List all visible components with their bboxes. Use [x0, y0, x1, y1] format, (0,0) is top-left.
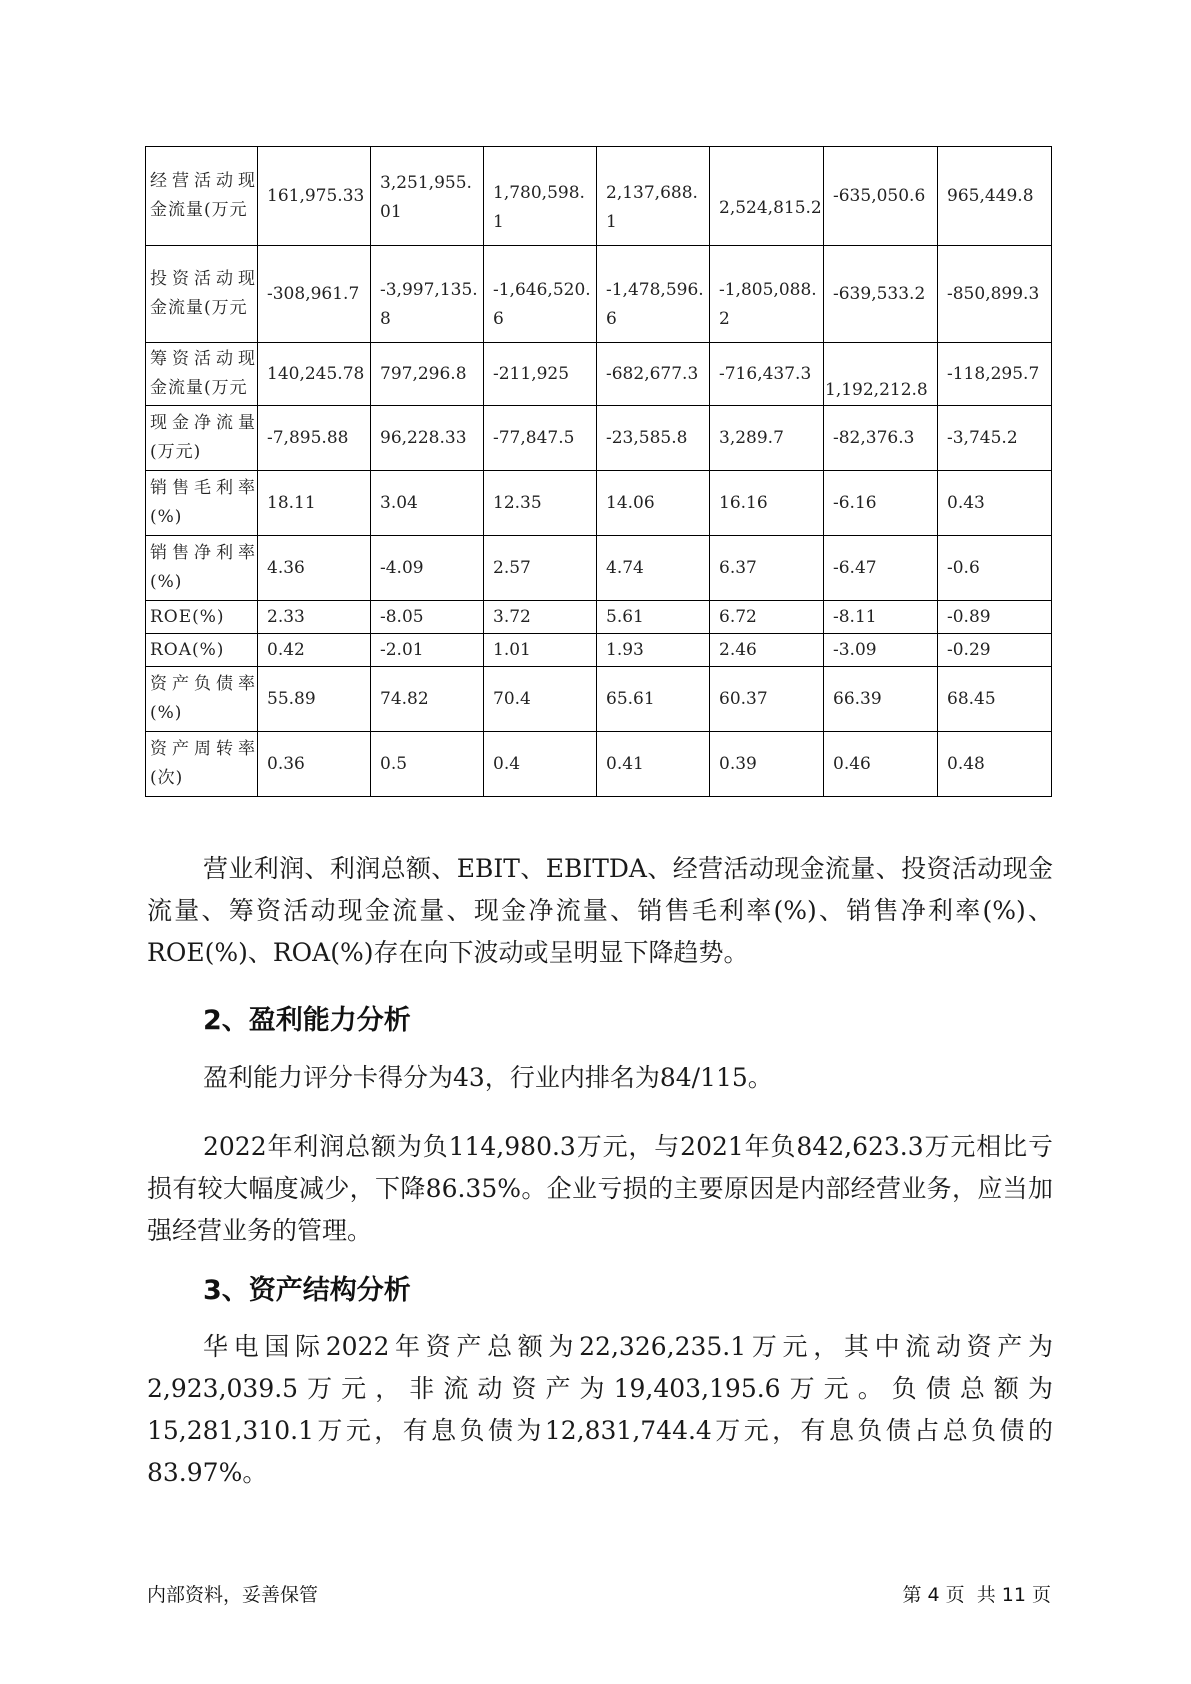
table-cell: -0.89	[938, 601, 1052, 634]
table-cell: -7,895.88	[258, 406, 371, 471]
table-cell: -0.29	[938, 634, 1052, 667]
table-cell: -3.09	[824, 634, 938, 667]
table-cell: 68.45	[938, 667, 1052, 732]
table-cell: 4.74	[597, 536, 710, 601]
table-cell: 1.01	[484, 634, 597, 667]
table-cell: -8.05	[371, 601, 484, 634]
table-cell: -23,585.8	[597, 406, 710, 471]
table-cell: 1.93	[597, 634, 710, 667]
table-cell: 140,245.78	[258, 343, 371, 406]
table-cell: 0.48	[938, 732, 1052, 797]
table-cell: -1,805,088.2	[710, 246, 824, 343]
row-label: ROE(%)	[146, 601, 258, 634]
table-cell: -3,745.2	[938, 406, 1052, 471]
table-cell: 55.89	[258, 667, 371, 732]
table-cell: -82,376.3	[824, 406, 938, 471]
table-cell: -4.09	[371, 536, 484, 601]
table-cell: -6.47	[824, 536, 938, 601]
trend-paragraph: 营业利润、利润总额、EBIT、EBITDA、经营活动现金流量、投资活动现金流量、筹资活动现金流量、现金净流量、销售毛利率(%)、销售净利率(%)、ROE(%)、ROA(%)存在向下波动或呈明显下降趋势。	[147, 854, 1053, 967]
table-row	[146, 406, 1052, 471]
table-cell: 3.04	[371, 471, 484, 536]
table-cell: 0.4	[484, 732, 597, 797]
table-cell: 0.5	[371, 732, 484, 797]
row-label: 经营活动现金流量(万元	[146, 147, 258, 246]
table-cell: -850,899.3	[938, 246, 1052, 343]
table-cell: -77,847.5	[484, 406, 597, 471]
table-cell: -308,961.7	[258, 246, 371, 343]
table-cell: 797,296.8	[371, 343, 484, 406]
table-cell: 66.39	[824, 667, 938, 732]
table-cell: -1,646,520.6	[484, 246, 597, 343]
table-cell: -3,997,135.8	[371, 246, 484, 343]
table-cell: 18.11	[258, 471, 371, 536]
table-row	[146, 634, 1052, 667]
table-row	[146, 732, 1052, 797]
table-cell: 0.39	[710, 732, 824, 797]
table-cell: -6.16	[824, 471, 938, 536]
table-cell: 65.61	[597, 667, 710, 732]
table-cell: 14.06	[597, 471, 710, 536]
table-cell: 5.61	[597, 601, 710, 634]
section-heading-asset-structure: 3、资产结构分析	[203, 1275, 411, 1306]
table-row	[146, 536, 1052, 601]
table-cell: 2.57	[484, 536, 597, 601]
table-cell: 16.16	[710, 471, 824, 536]
table-cell: 1,192,212.8	[824, 343, 938, 406]
profitability-score-paragraph: 盈利能力评分卡得分为43，行业内排名为84/115。	[203, 1063, 773, 1092]
table-cell: 3,289.7	[710, 406, 824, 471]
table-cell: -118,295.7	[938, 343, 1052, 406]
table-cell: 96,228.33	[371, 406, 484, 471]
indicator-table	[145, 146, 1052, 797]
row-label: 投资活动现金流量(万元	[146, 246, 258, 343]
table-cell: 12.35	[484, 471, 597, 536]
row-label: 销售净利率(%)	[146, 536, 258, 601]
section-heading-profitability: 2、盈利能力分析	[203, 1005, 411, 1036]
table-row	[146, 343, 1052, 406]
financial-table	[145, 146, 1052, 797]
table-cell: -682,677.3	[597, 343, 710, 406]
table-cell: 0.42	[258, 634, 371, 667]
table-cell: 2.33	[258, 601, 371, 634]
row-label: 销售毛利率(%)	[146, 471, 258, 536]
table-row	[146, 246, 1052, 343]
profit-paragraph: 2022年利润总额为负114,980.3万元，与2021年负842,623.3万元相比亏损有较大幅度减少，下降86.35%。企业亏损的主要原因是内部经营业务，应当加强经营业务的管理。	[147, 1132, 1053, 1245]
row-label: 现金净流量(万元)	[146, 406, 258, 471]
table-cell: 6.72	[710, 601, 824, 634]
table-cell: -716,437.3	[710, 343, 824, 406]
table-cell: 0.46	[824, 732, 938, 797]
table-cell: 3,251,955.01	[371, 147, 484, 246]
table-cell: -8.11	[824, 601, 938, 634]
table-cell: 0.41	[597, 732, 710, 797]
table-cell: 3.72	[484, 601, 597, 634]
table-cell: 74.82	[371, 667, 484, 732]
row-label: ROA(%)	[146, 634, 258, 667]
table-cell: 0.36	[258, 732, 371, 797]
table-cell: -635,050.6	[824, 147, 938, 246]
row-label: 筹资活动现金流量(万元	[146, 343, 258, 406]
table-cell: -1,478,596.6	[597, 246, 710, 343]
table-cell: 6.37	[710, 536, 824, 601]
table-row	[146, 601, 1052, 634]
table-row	[146, 471, 1052, 536]
table-cell: 2,137,688.1	[597, 147, 710, 246]
table-cell: 70.4	[484, 667, 597, 732]
table-cell: 0.43	[938, 471, 1052, 536]
table-cell: -2.01	[371, 634, 484, 667]
table-cell: 2,524,815.2	[710, 147, 824, 246]
footer-page-number: 第 4 页 共 11 页	[902, 1584, 1051, 1606]
table-cell: -211,925	[484, 343, 597, 406]
table-cell: 1,780,598.1	[484, 147, 597, 246]
footer-confidential-note: 内部资料，妥善保管	[147, 1584, 319, 1606]
table-row	[146, 667, 1052, 732]
table-cell: 60.37	[710, 667, 824, 732]
row-label: 资产周转率(次)	[146, 732, 258, 797]
table-cell: 161,975.33	[258, 147, 371, 246]
table-cell: 965,449.8	[938, 147, 1052, 246]
table-cell: -0.6	[938, 536, 1052, 601]
table-row	[146, 147, 1052, 246]
table-cell: -639,533.2	[824, 246, 938, 343]
row-label: 资产负债率(%)	[146, 667, 258, 732]
table-cell: 2.46	[710, 634, 824, 667]
asset-structure-paragraph: 华电国际2022年资产总额为22,326,235.1万元，其中流动资产为2,923,039.5万元，非流动资产为19,403,195.6万元。负债总额为15,281,310.1万元，有息负债为12,831,744.4万元，有息负债占总负债的83.97%。	[147, 1332, 1053, 1487]
table-cell: 4.36	[258, 536, 371, 601]
